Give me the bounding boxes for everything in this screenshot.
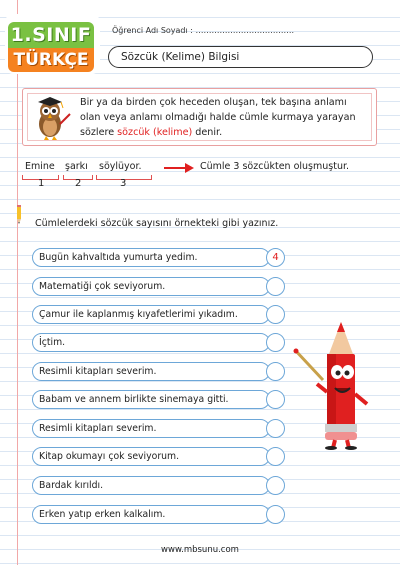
definition-text: [80, 95, 368, 140]
answer-circle-7[interactable]: [266, 419, 285, 438]
footer-website: www.mbsunu.com: [161, 545, 239, 555]
sentence-10: Erken yatıp erken kalkalım.: [32, 505, 270, 524]
arrow-right-icon: [163, 162, 195, 174]
answer-circle-10[interactable]: [266, 505, 285, 524]
sentence-8: Kitap okumayı çok seviyorum.: [32, 447, 270, 466]
example-word-2: şarkı: [65, 161, 88, 172]
sentence-2: Matematiği çok seviyorum.: [32, 277, 270, 296]
pencil-mascot-icon: [293, 320, 383, 450]
definition-part-2: denir.: [192, 127, 223, 138]
pencil-icon: [13, 205, 27, 225]
definition-highlight: sözcük (kelime): [117, 127, 193, 138]
page-title: Sözcük (Kelime) Bilgisi: [108, 46, 373, 68]
example-number-3: 3: [120, 178, 127, 189]
example-word-1: Emine: [25, 161, 55, 172]
answer-circle-8[interactable]: [266, 447, 285, 466]
logo-grade: 1.SINIF: [8, 22, 94, 48]
logo-subject: TÜRKÇE: [8, 48, 94, 72]
sentence-7: Resimli kitapları severim.: [32, 419, 270, 438]
sentence-3: Çamur ile kaplanmış kıyafetlerimi yıkadım.: [32, 305, 270, 324]
example-result: Cümle 3 sözcükten oluşmuştur.: [200, 161, 350, 172]
answer-circle-3[interactable]: [266, 305, 285, 324]
definition-part-1: Bir ya da birden çok heceden oluşan, tek başına anlamı olan veya anlamı olmadığı halde cümle kurmaya yarayan sözlere: [80, 97, 356, 138]
answer-circle-1[interactable]: 4: [266, 248, 285, 267]
example-number-2: 2: [75, 178, 82, 189]
answer-circle-6[interactable]: [266, 390, 285, 409]
example-word-3: söylüyor.: [99, 161, 142, 172]
margin-line: [17, 0, 18, 565]
answer-circle-2[interactable]: [266, 277, 285, 296]
sentence-9: Bardak kırıldı.: [32, 476, 270, 495]
answer-circle-4[interactable]: [266, 333, 285, 352]
example-number-1: 1: [38, 178, 45, 189]
instruction-text: Cümlelerdeki sözcük sayısını örnekteki gibi yazınız.: [35, 218, 279, 229]
sentence-4: İçtim.: [32, 333, 270, 352]
answer-circle-9[interactable]: [266, 476, 285, 495]
owl-teacher-icon: [30, 94, 72, 140]
student-name-field[interactable]: Öğrenci Adı Soyadı : ……………………………….: [112, 26, 295, 35]
answer-circle-5[interactable]: [266, 362, 285, 381]
sentence-5: Resimli kitapları severim.: [32, 362, 270, 381]
sentence-6: Babam ve annem birlikte sinemaya gitti.: [32, 390, 270, 409]
sentence-1: Bugün kahvaltıda yumurta yedim.: [32, 248, 270, 267]
